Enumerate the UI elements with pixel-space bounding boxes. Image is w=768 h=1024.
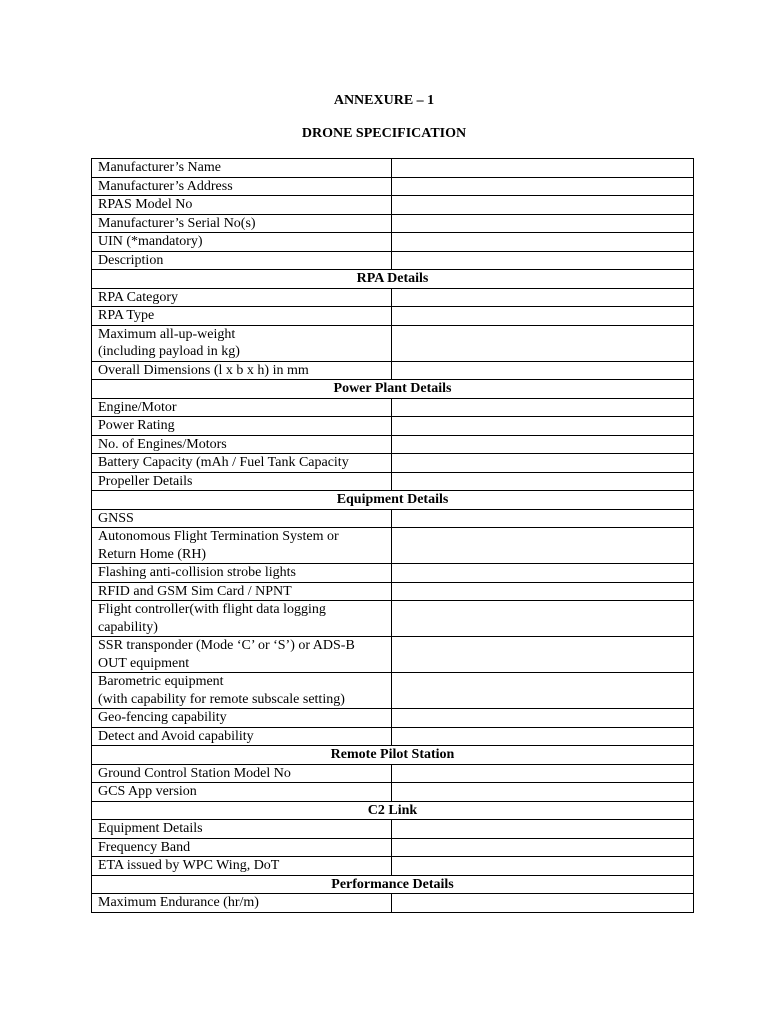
field-label: Frequency Band [92, 838, 392, 857]
field-label: Manufacturer’s Serial No(s) [92, 214, 392, 233]
spec-field-row [92, 509, 694, 528]
spec-field-row [92, 159, 694, 178]
field-label: RPAS Model No [92, 196, 392, 215]
annexure-heading: ANNEXURE – 1 [333, 93, 435, 108]
field-label: Power Rating [92, 417, 392, 436]
spec-field-row [92, 764, 694, 783]
field-label: Description [92, 251, 392, 270]
spec-field-row [92, 783, 694, 802]
field-value-cell[interactable] [392, 528, 694, 564]
field-value-cell[interactable] [392, 325, 694, 361]
field-value-cell[interactable] [392, 857, 694, 876]
section-header: Performance Details [92, 875, 694, 894]
spec-field-row [92, 528, 694, 564]
field-value-cell[interactable] [392, 601, 694, 637]
spec-field-row [92, 417, 694, 436]
spec-field-row [92, 288, 694, 307]
field-label: RFID and GSM Sim Card / NPNT [92, 582, 392, 601]
field-label: Equipment Details [92, 820, 392, 839]
field-value-cell[interactable] [392, 398, 694, 417]
field-label: GNSS [92, 509, 392, 528]
field-value-cell[interactable] [392, 727, 694, 746]
spec-field-row [92, 454, 694, 473]
spec-field-row [92, 601, 694, 637]
spec-field-row [92, 214, 694, 233]
field-label: Geo-fencing capability [92, 709, 392, 728]
field-label: Battery Capacity (mAh / Fuel Tank Capacity [92, 454, 392, 473]
field-value-cell[interactable] [392, 177, 694, 196]
field-label: Overall Dimensions (l x b x h) in mm [92, 361, 392, 380]
field-value-cell[interactable] [392, 361, 694, 380]
field-value-cell[interactable] [392, 709, 694, 728]
section-header-row [92, 746, 694, 765]
field-value-cell[interactable] [392, 673, 694, 709]
spec-field-row [92, 325, 694, 361]
spec-field-row [92, 838, 694, 857]
field-label: Barometric equipment (with capability for remote subscale setting) [92, 673, 392, 709]
field-label: Detect and Avoid capability [92, 727, 392, 746]
field-value-cell[interactable] [392, 417, 694, 436]
section-header: Equipment Details [92, 491, 694, 510]
section-header-row [92, 801, 694, 820]
spec-field-row [92, 857, 694, 876]
field-label: SSR transponder (Mode ‘C’ or ‘S’) or ADS-B OUT equipment [92, 637, 392, 673]
spec-field-row [92, 637, 694, 673]
section-header-row [92, 875, 694, 894]
field-label: Maximum all-up-weight (including payload in kg) [92, 325, 392, 361]
field-value-cell[interactable] [392, 196, 694, 215]
spec-field-row [92, 582, 694, 601]
field-value-cell[interactable] [392, 838, 694, 857]
section-header-row [92, 491, 694, 510]
field-label: GCS App version [92, 783, 392, 802]
field-value-cell[interactable] [392, 564, 694, 583]
field-value-cell[interactable] [392, 288, 694, 307]
field-label: Flight controller(with flight data logging capability) [92, 601, 392, 637]
field-label: Autonomous Flight Termination System or Return Home (RH) [92, 528, 392, 564]
spec-field-row [92, 564, 694, 583]
spec-field-row [92, 233, 694, 252]
field-value-cell[interactable] [392, 764, 694, 783]
field-label: UIN (*mandatory) [92, 233, 392, 252]
field-value-cell[interactable] [392, 159, 694, 178]
drone-specification-table [91, 158, 694, 913]
section-header: C2 Link [92, 801, 694, 820]
field-label: Engine/Motor [92, 398, 392, 417]
section-header: Remote Pilot Station [92, 746, 694, 765]
field-label: Manufacturer’s Name [92, 159, 392, 178]
spec-field-row [92, 398, 694, 417]
field-label: No. of Engines/Motors [92, 435, 392, 454]
section-header-row [92, 380, 694, 399]
spec-field-row [92, 251, 694, 270]
spec-field-row [92, 673, 694, 709]
spec-field-row [92, 177, 694, 196]
field-label: RPA Type [92, 307, 392, 326]
field-value-cell[interactable] [392, 454, 694, 473]
field-value-cell[interactable] [392, 307, 694, 326]
spec-field-row [92, 727, 694, 746]
spec-field-row [92, 307, 694, 326]
field-label: Maximum Endurance (hr/m) [92, 894, 392, 913]
spec-field-row [92, 435, 694, 454]
field-value-cell[interactable] [392, 637, 694, 673]
field-label: Propeller Details [92, 472, 392, 491]
field-value-cell[interactable] [392, 894, 694, 913]
field-label: RPA Category [92, 288, 392, 307]
field-value-cell[interactable] [392, 783, 694, 802]
field-value-cell[interactable] [392, 251, 694, 270]
field-label: Manufacturer’s Address [92, 177, 392, 196]
section-header: RPA Details [92, 270, 694, 289]
field-value-cell[interactable] [392, 214, 694, 233]
spec-field-row [92, 894, 694, 913]
spec-field-row [92, 361, 694, 380]
spec-field-row [92, 709, 694, 728]
spec-field-row [92, 196, 694, 215]
field-value-cell[interactable] [392, 472, 694, 491]
spec-field-row [92, 820, 694, 839]
section-header-row [92, 270, 694, 289]
document-title: DRONE SPECIFICATION [301, 126, 467, 141]
section-header: Power Plant Details [92, 380, 694, 399]
field-value-cell[interactable] [392, 233, 694, 252]
field-value-cell[interactable] [392, 509, 694, 528]
spec-field-row [92, 472, 694, 491]
field-value-cell[interactable] [392, 820, 694, 839]
field-label: Flashing anti-collision strobe lights [92, 564, 392, 583]
field-label: Ground Control Station Model No [92, 764, 392, 783]
specification-table-body [92, 159, 694, 913]
field-label: ETA issued by WPC Wing, DoT [92, 857, 392, 876]
field-value-cell[interactable] [392, 435, 694, 454]
field-value-cell[interactable] [392, 582, 694, 601]
